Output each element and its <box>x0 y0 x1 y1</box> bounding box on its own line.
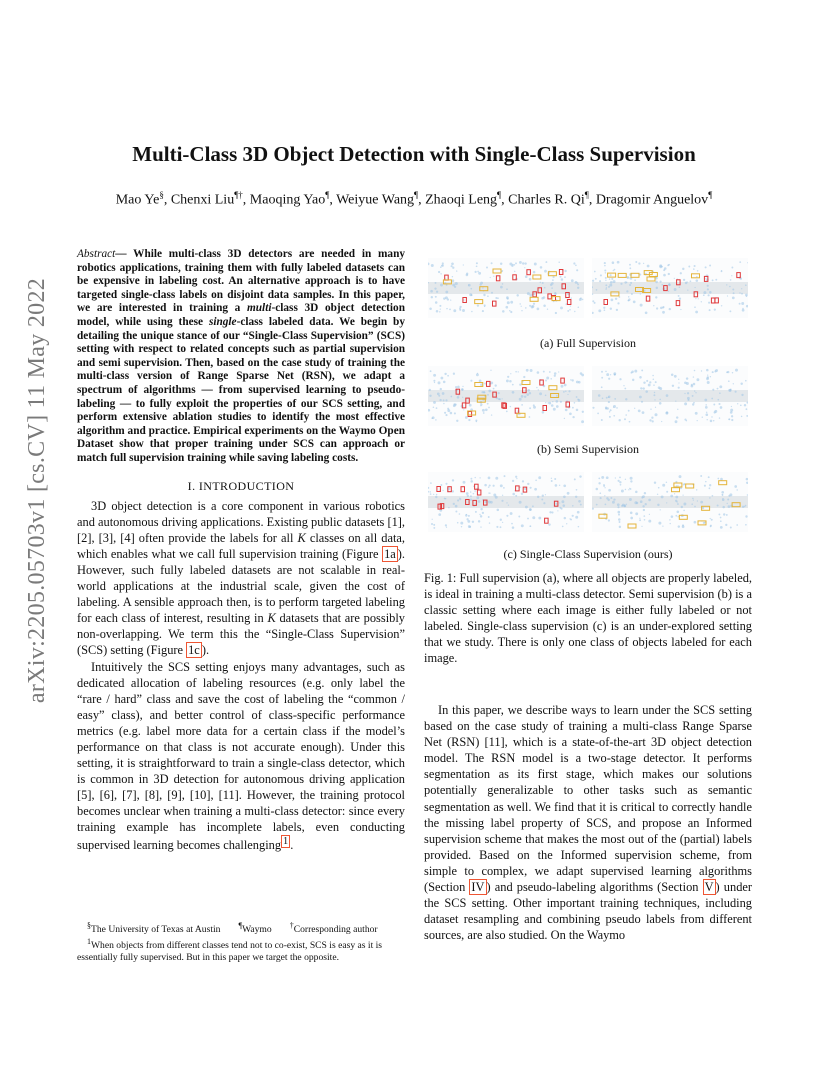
affiliation: The University of Texas at Austin <box>91 924 221 936</box>
affiliation: Corresponding author <box>293 924 378 936</box>
math-k: K <box>297 530 306 545</box>
figure-row-semi <box>428 366 752 426</box>
right-paragraph <box>424 702 752 943</box>
text-run: ). <box>201 643 210 658</box>
footnote-text: When objects from different classes tend not to co-exist, SCS is easy as it is essentially fully supervised. But in this paper we target the opposite. <box>77 940 383 964</box>
author-mark: ¶ <box>325 190 330 200</box>
author: Mao Ye <box>115 192 160 208</box>
footnote-mark: 1 <box>87 937 91 947</box>
figure-row-single-class <box>428 472 752 532</box>
lidar-scene-image <box>428 472 584 532</box>
author: Maoqing Yao <box>249 192 326 208</box>
text-run: 3D object detection is a core component in various robotics and autonomous driving applications. Existing public datasets [1], [2], [3], [4] often provide the labels for all <box>77 498 405 545</box>
subfig-caption-a: (a) Full Supervision <box>540 336 636 350</box>
figure-ref-1c[interactable]: 1c <box>188 643 200 658</box>
text-run: In this paper, we describe ways to learn under the SCS setting based on the case study of training a multi-class Range Sparse Net (RSN) [11], which is a state-of-the-art 3D object detection model. The RSN model is a two-stage detector. It performs segmentation as its first stage, which makes our solutions potentially generalizable to other tasks such as semantic segmentation as well. We find that it is critical to correctly handle the missing label property of SCS, and propose an Informed supervision scheme that makes the most out of the (partial) labels provided. Based on the Informed supervision scheme, from simple to complex, we adapt supervised learning algorithms (Section <box>424 703 752 895</box>
abstract-dash: — <box>115 248 134 260</box>
lidar-scene-image <box>592 472 748 532</box>
author-list: Mao Ye§, Chenxi Liu¶†, Maoqing Yao¶, Weiyue Wang¶, Zhaoqi Leng¶, Charles R. Qi¶, Dragomir Anguelov¶ <box>115 190 713 208</box>
author-mark: ¶ <box>414 190 419 200</box>
abstract-emphasis-single: single <box>208 315 237 328</box>
paper-title: Multi-Class 3D Object Detection with Single-Class Supervision <box>132 142 696 166</box>
right-column-text <box>424 702 752 943</box>
author-mark: ¶ <box>584 190 589 200</box>
text-run: Intuitively the SCS setting enjoys many advantages, such as dedicated allocation of labeling resources (e.g. only label the “rare / hard” class and save the cost of labeling the “common / easy” class), and better control of class-specific performance metrics (e.g. label more data for a certain class if the model’s performance on that class is not accurate enough). Under this setting, it is straightforward to train a single-class detector, which is common in 3D detection for autonomous driving application [5], [6], [7], [8], [9], [10], [11]. However, the training protocol becomes unclear when training a multi-class detector: since every training example has incomplete labels, even conducting supervised learning becomes challenging <box>77 659 405 852</box>
intro-paragraph-1 <box>77 498 405 659</box>
author-mark: ¶† <box>234 190 243 200</box>
math-k: K <box>267 611 276 626</box>
footnote-1 <box>77 936 405 964</box>
affiliations <box>77 920 405 936</box>
text-run: . <box>290 837 294 852</box>
section-heading-introduction: I. INTRODUCTION <box>187 478 295 493</box>
abstract <box>77 248 405 466</box>
abstract-text-1: While multi-class 3D detectors are needed in many robotics applications, training them with fully labeled datasets can be expensive in labeling cost. An alternative approach is to have targeted single-class labels on disjoint data samples. In this paper, we are interested in training a <box>77 248 406 315</box>
footnotes <box>77 920 405 964</box>
author: Dragomir Anguelov <box>595 192 709 208</box>
footnote-ref-1[interactable]: 1 <box>283 835 289 847</box>
text-run: datasets that are possibly non-overlapping. We term this the “Single-Class Supervision” (SCS) setting (Figure <box>77 611 405 658</box>
left-column <box>77 248 405 853</box>
author-mark: § <box>159 190 164 200</box>
arxiv-stamp-text: arXiv:2205.05703v1 [cs.CV] 11 May 2022 <box>24 277 51 703</box>
lidar-scene-image <box>428 366 584 426</box>
lidar-scene-image <box>592 366 748 426</box>
section-ref-v[interactable]: V <box>704 880 714 895</box>
subfig-caption-b: (b) Semi Supervision <box>537 442 639 456</box>
text-run: ) under the SCS setting. Other important training techniques, including dataset resampling and combining pseudo labels from different sources, are also studied. On the Waymo <box>424 880 753 943</box>
abstract-text-3: -class labeled data. We begin by detailing the unique stance of our “Single-Class Supervision” (SCS) setting with respect to related concepts such as partial supervision and semi supervision. Then, based on the case study of training the multi-class version of Range Sparse Net (RSN), we adapt a spectrum of algorithms — from supervised learning to pseudo-labeling — to fully exploit the properties of our SCS setting, and perform extensive ablation studies to identify the most effective algorithm and practice. Empirical experiments on the Waymo Open Dataset show that proper training under SCS can approach or match full supervision training while saving labeling costs. <box>77 315 405 464</box>
figure-caption: Fig. 1: Full supervision (a), where all objects are properly labeled, is ideal in training a multi-class detector. Semi supervision (b) is a classic setting where each image is either fully labeled or not labeled. Single-class supervision (c) is an under-explored setting that we study. There is only one class of objects labeled for each image. <box>424 571 752 666</box>
author-mark: ¶ <box>497 190 502 200</box>
lidar-scene-image <box>428 258 584 318</box>
abstract-emphasis-multi: multi <box>246 302 272 315</box>
affil-mark: § <box>87 921 91 930</box>
text-run: ). However, such fully labeled datasets are not scalable in real-world applications at the industrial scale, given the cost of labeling. A sensible approach then, is to perform targeted labeling for each class of interest, resulting in <box>77 546 405 626</box>
text-run: classes on all data, which enables what we call full supervision training (Figure <box>77 530 405 561</box>
author: Chenxi Liu <box>170 192 235 208</box>
text-run: ) and pseudo-labeling algorithms (Section <box>486 880 703 895</box>
author: Charles R. Qi <box>508 192 585 208</box>
abstract-text-2: -class 3D object detection model, while using these <box>77 302 405 328</box>
abstract-label: Abstract <box>77 248 116 260</box>
intro-paragraph-2 <box>77 659 405 853</box>
figure-ref-1a[interactable]: 1a <box>384 546 396 561</box>
affil-mark: † <box>289 921 294 930</box>
section-ref-iv[interactable]: IV <box>471 880 485 895</box>
author: Zhaoqi Leng <box>425 192 498 208</box>
affil-mark: ¶ <box>238 921 243 930</box>
arxiv-stamp <box>18 270 58 710</box>
lidar-scene-image <box>592 258 748 318</box>
affiliation: Waymo <box>242 924 272 936</box>
figure-row-full <box>428 258 752 318</box>
subfig-caption-c: (c) Single-Class Supervision (ours) <box>503 547 673 561</box>
author: Weiyue Wang <box>336 192 415 208</box>
author-mark: ¶ <box>708 190 713 200</box>
